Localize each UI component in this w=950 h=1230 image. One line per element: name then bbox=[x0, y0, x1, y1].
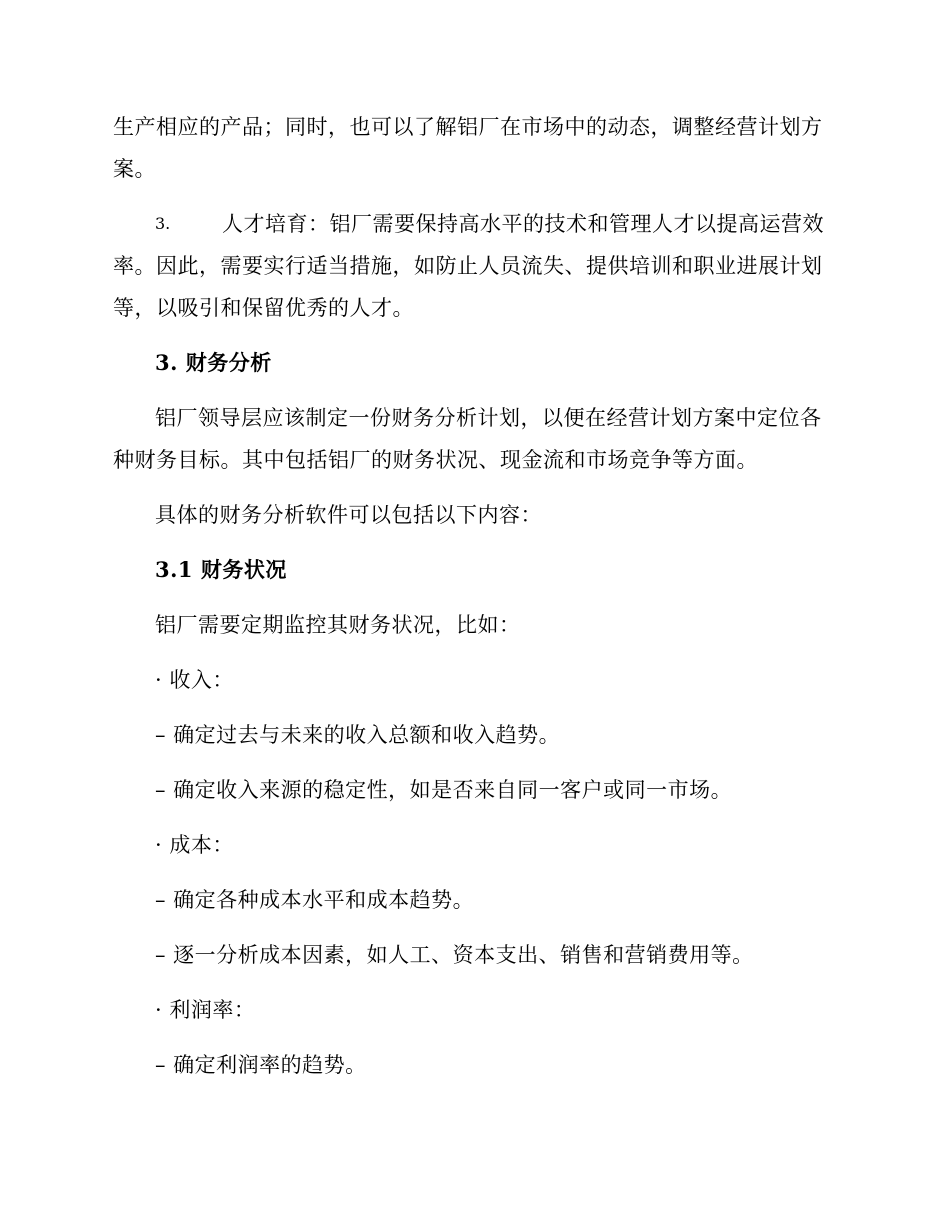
dash-item: – 确定各种成本水平和成本趋势。 bbox=[155, 888, 475, 912]
section-heading: 3. 财务分析 bbox=[155, 350, 272, 375]
dash-item: – 逐一分析成本因素，如人工、资本支出、销售和营销费用等。 bbox=[155, 943, 754, 967]
paragraph-line: 等，以吸引和保留优秀的人才。 bbox=[113, 296, 414, 320]
bullet-item: · 成本： bbox=[155, 833, 234, 857]
dash-item: – 确定利润率的趋势。 bbox=[155, 1053, 367, 1077]
paragraph-line: 率。因此，需要实行适当措施，如防止人员流失、提供培训和职业进展计划 bbox=[113, 254, 823, 278]
list-number: 3. bbox=[155, 214, 171, 233]
bullet-item: · 收入： bbox=[155, 668, 234, 692]
dash-item: – 确定收入来源的稳定性，如是否来自同一客户或同一市场。 bbox=[155, 778, 733, 802]
list-item-line: 人才培育：铝厂需要保持高水平的技术和管理人才以提高运营效 bbox=[222, 212, 824, 236]
bullet-item: · 利润率： bbox=[155, 998, 256, 1022]
paragraph-line: 种财务目标。其中包括铝厂的财务状况、现金流和市场竞争等方面。 bbox=[113, 448, 758, 472]
paragraph-line: 生产相应的产品；同时，也可以了解铝厂在市场中的动态，调整经营计划方 bbox=[113, 115, 823, 139]
paragraph-line: 具体的财务分析软件可以包括以下内容： bbox=[155, 503, 542, 527]
paragraph-line: 案。 bbox=[113, 157, 156, 181]
subsection-heading: 3.1 财务状况 bbox=[155, 557, 287, 582]
paragraph-line: 铝厂需要定期监控其财务状况，比如： bbox=[155, 613, 521, 637]
paragraph-line: 铝厂领导层应该制定一份财务分析计划，以便在经营计划方案中定位各 bbox=[155, 406, 822, 430]
dash-item: – 确定过去与未来的收入总额和收入趋势。 bbox=[155, 723, 561, 747]
